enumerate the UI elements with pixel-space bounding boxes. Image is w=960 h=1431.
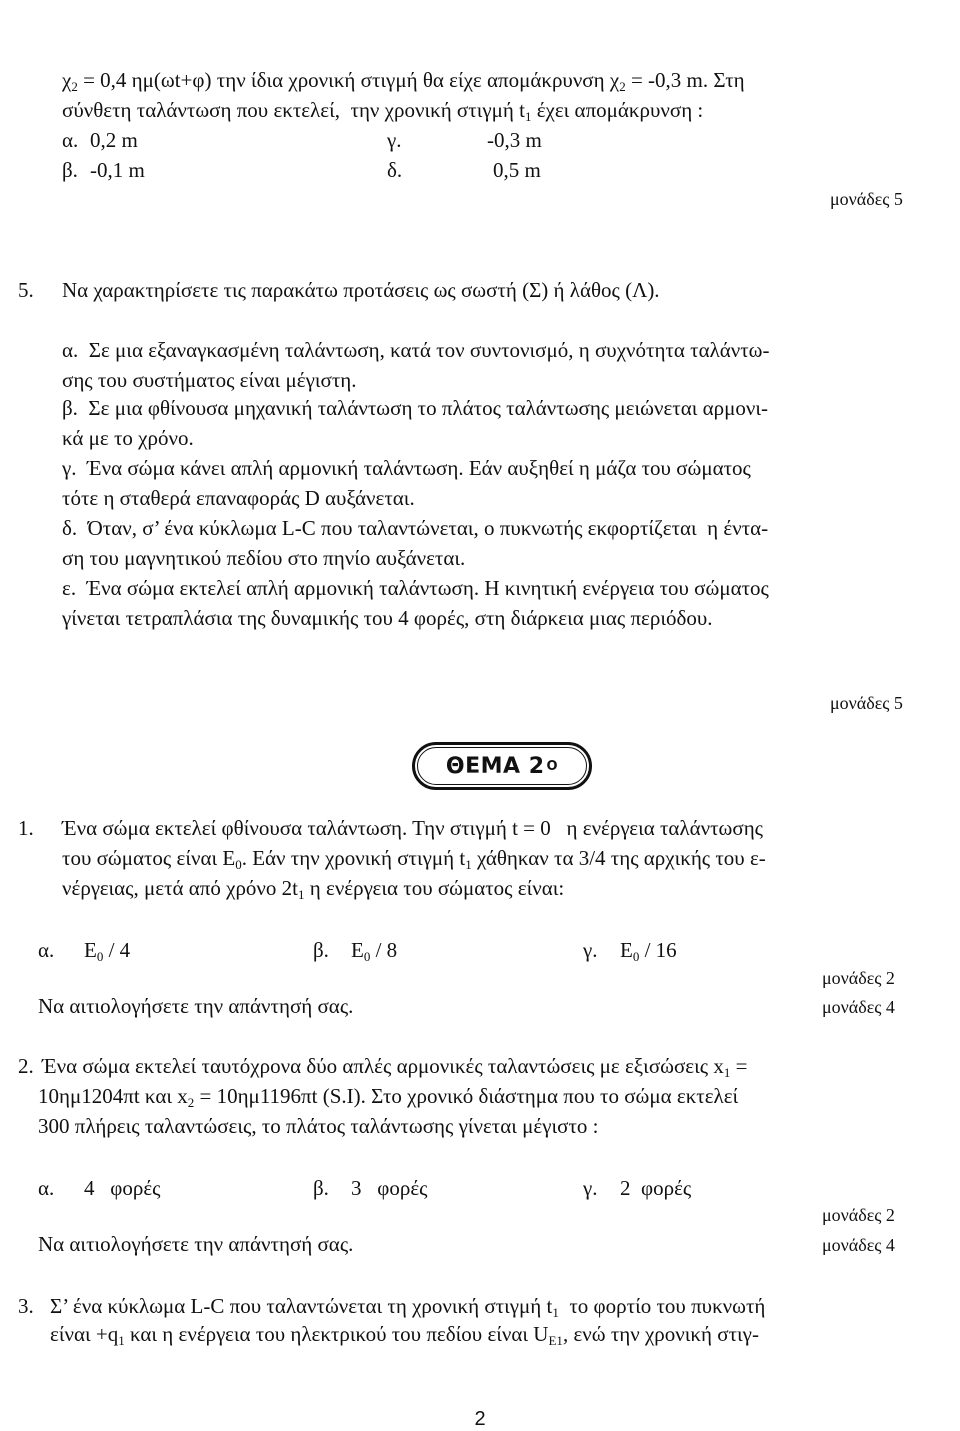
q2-number: 2. xyxy=(18,1054,34,1078)
top-option-b: β. xyxy=(62,158,78,182)
q5-line: α. Σε μια εξαναγκασμένη ταλάντωση, κατά τον συντονισμό, η συχνότητα ταλάντω- xyxy=(62,338,770,362)
q1-option-b-text: $E_0 / 8$ xyxy=(351,938,398,964)
q2-line-1: Ένα σώμα εκτελεί ταυτόχρονα δύο απλές αρμονικές ταλαντώσεις με εξισώσεις $x_1$ = xyxy=(42,1054,748,1080)
q2-justify: Να αιτιολογήσετε την απάντησή σας. xyxy=(38,1232,354,1256)
top-option-a-text: 0,2 m xyxy=(90,128,138,152)
top-points: μονάδες 5 xyxy=(830,189,903,209)
top-option-d-text: 0,5 m xyxy=(493,158,541,182)
q5-line: γίνεται τετραπλάσια της δυναμικής του 4 φορές, στη διάρκεια μιας περιόδου. xyxy=(62,606,713,630)
q2-option-b: β. xyxy=(313,1176,329,1200)
q1-number: 1. xyxy=(18,816,34,840)
q5-line: σης του συστήματος είναι μέγιστη. xyxy=(62,368,357,392)
top-line-2: σύνθετη ταλάντωση που εκτελεί, την χρονική στιγμή $t_1$ έχει απομάκρυνση : xyxy=(62,98,704,124)
top-option-b-text: -0,1 m xyxy=(90,158,145,182)
q5-line: ε. Ένα σώμα εκτελεί απλή αρμονική ταλάντωση. Η κινητική ενέργεια του σώματος xyxy=(62,576,769,600)
q1-option-a-text: $E_0 / 4$ xyxy=(84,938,131,964)
q3-line-1: Σ’ ένα κύκλωμα L-C που ταλαντώνεται τη χρονική στιγμή $t_1$ το φορτίο του πυκνωτή xyxy=(50,1294,766,1320)
q1-line-1: Ένα σώμα εκτελεί φθίνουσα ταλάντωση. Την στιγμή t = 0 η ενέργεια ταλάντωσης xyxy=(62,816,763,840)
q5-number: 5. xyxy=(18,278,34,302)
top-option-a: α. xyxy=(62,128,79,152)
q1-line-3: νέργειας, μετά από χρόνο $2t_1$ η ενέργεια του σώματος είναι: xyxy=(62,876,565,902)
top-option-g-text: -0,3 m xyxy=(487,128,542,152)
q2-option-a: α. xyxy=(38,1176,55,1200)
q5-points: μονάδες 5 xyxy=(830,693,903,713)
q5-line: τότε η σταθερά επαναφοράς D αυξάνεται. xyxy=(62,486,415,510)
q1-option-b: β. xyxy=(313,938,329,962)
top-line-1: $\chi_2 = 0,4$ ημ(ωt+φ) την ίδια χρονική στιγμή θα είχε απομάκρυνση $\chi_2 = -0,3$ m. Στη xyxy=(62,68,745,94)
q1-justify: Να αιτιολογήσετε την απάντησή σας. xyxy=(38,994,354,1018)
q2-option-g-text: 2 φορές xyxy=(620,1176,692,1200)
top-option-g: γ. xyxy=(387,128,402,152)
q2-option-g: γ. xyxy=(583,1176,598,1200)
q2-option-a-text: 4 φορές xyxy=(84,1176,161,1200)
q1-option-a: α. xyxy=(38,938,55,962)
q3-line-2: $\varepsilon ί\nu\alpha\iota +q_1$ και η ενέργεια του ηλεκτρικού του πεδίου είναι $U_{E1}$, ενώ την χρονική στιγ- xyxy=(50,1322,759,1348)
q2-line-2: 10ημ1204πt και $x_2 = 10\eta\mu 1196\pi t$ (S.I). Στο χρονικό διάστημα που το σώμα εκτελεί xyxy=(38,1084,739,1110)
q1-option-g: γ. xyxy=(583,938,598,962)
q5-title: Να χαρακτηρίσετε τις παρακάτω προτάσεις ως σωστή (Σ) ή λάθος (Λ). xyxy=(62,278,660,302)
page-number: 2 xyxy=(474,1408,486,1430)
q5-line: ση του μαγνητικού πεδίου στο πηνίο αυξάνεται. xyxy=(62,546,466,570)
q5-line: δ. Όταν, σ’ ένα κύκλωμα L-C που ταλαντώνεται, ο πυκνωτής εκφορτίζεται η έντα- xyxy=(62,516,769,540)
q1-points-justify: μονάδες 4 xyxy=(822,997,895,1017)
q2-line-3: 300 πλήρεις ταλαντώσεις, το πλάτος ταλάντωσης γίνεται μέγιστο : xyxy=(38,1114,599,1138)
theme-heading: ΘΕΜΑ 2 Ο xyxy=(445,753,559,779)
q5-line: γ. Ένα σώμα κάνει απλή αρμονική ταλάντωση. Εάν αυξηθεί η μάζα του σώματος xyxy=(62,456,751,480)
q1-option-g-text: $E_0 / 16$ xyxy=(620,938,677,964)
q3-number: 3. xyxy=(18,1294,34,1318)
q2-points-answer: μονάδες 2 xyxy=(822,1205,895,1225)
q2-option-b-text: 3 φορές xyxy=(351,1176,428,1200)
q1-points-answer: μονάδες 2 xyxy=(822,968,895,988)
q2-points-justify: μονάδες 4 xyxy=(822,1235,895,1255)
q1-line-2: του σώματος είναι $E_0$. Εάν την χρονική στιγμή $t_1$ χάθηκαν τα 3/4 της αρχικής του ε- xyxy=(62,846,766,872)
q5-line: κά με το χρόνο. xyxy=(62,426,194,450)
top-option-d: δ. xyxy=(387,158,403,182)
q5-line: β. Σε μια φθίνουσα μηχανική ταλάντωση το πλάτος ταλάντωσης μειώνεται αρμονι- xyxy=(62,396,768,420)
